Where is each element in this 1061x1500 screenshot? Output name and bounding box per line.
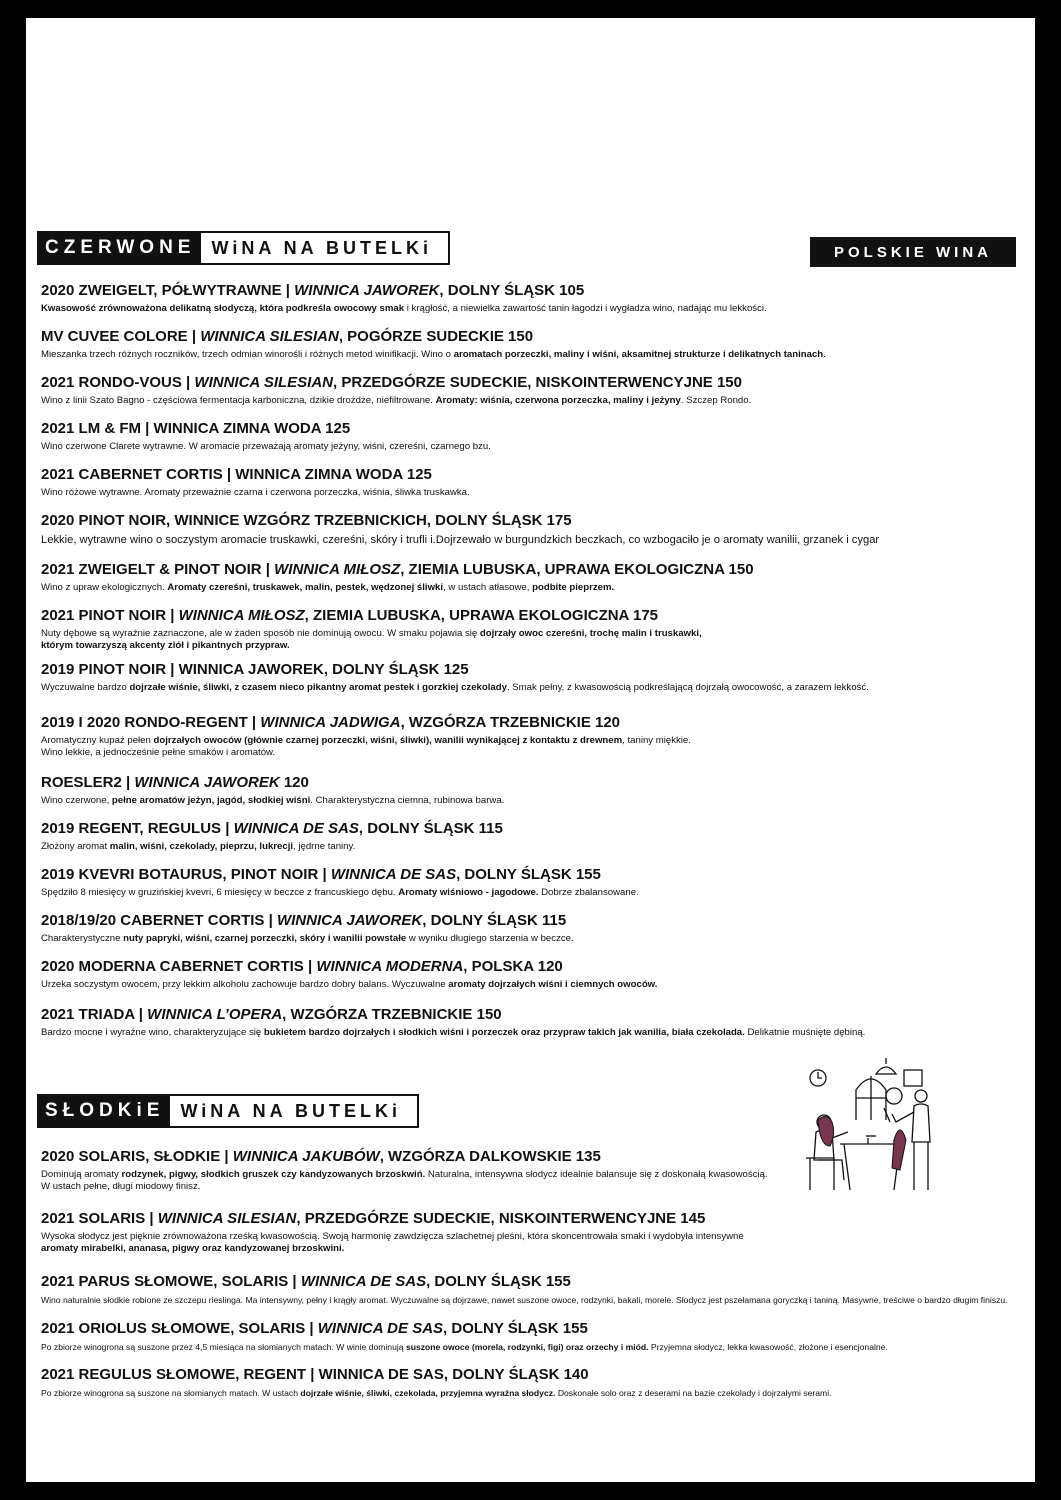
description-line [41, 349, 1031, 361]
winery-name: WINNICA DE SAS [317, 1320, 444, 1337]
description-highlight: bukietem bardzo dojrzałych i słodkich wiśni i porzeczek oraz przypraw takich jak wanilia, biała czekolada. [263, 1027, 745, 1038]
wine-title-text: , POLSKA 120 [463, 958, 563, 975]
description-line [41, 1243, 1031, 1255]
description-text: Po zbiorze winogrona są suszone przez 4,5 miesiąca na słomianych matach. W winie dominują [41, 1342, 406, 1352]
winery-name: WINNICA JAWOREK [134, 774, 280, 791]
description-text: . Szczep Rondo. [680, 395, 752, 406]
winery-name: WINNICA JAWOREK [276, 912, 423, 929]
sweet-header-label: SŁODKiE [37, 1094, 170, 1128]
winery-name: WINNICA SILESIAN [200, 328, 339, 345]
description-highlight: dojrzałe wiśnie, śliwki, z czasem nieco pikantny aromat pestek i gorzkiej czekolady [129, 682, 507, 693]
description-text: Wino czerwone Clarete wytrawne. W aromacie przeważają aromaty jeżyny, wiśni, czereśni, czarnego bzu. [41, 441, 491, 452]
wine-title [41, 561, 1031, 579]
wine-description [41, 441, 1031, 453]
wine-title-text: 2021 LM & FM | WINNICA ZIMNA WODA 125 [41, 420, 351, 437]
sweet-wine-item [41, 1273, 1031, 1306]
winery-name: WINNICA DE SAS [330, 866, 457, 883]
description-line [41, 979, 1031, 991]
wine-description [41, 979, 1031, 991]
red-wine-item [41, 774, 1031, 807]
description-line [41, 1169, 1031, 1181]
red-wine-item [41, 374, 1031, 407]
wine-title [41, 607, 1031, 625]
description-text: Wino różowe wytrawne. Aromaty przeważnie czarna i czerwona porzeczka, wiśnia, śliwka truskawka. [41, 487, 470, 498]
wine-title-text: , ZIEMIA LUBUSKA, UPRAWA EKOLOGICZNA 175 [304, 607, 659, 624]
description-text: w wyniku długiego starzenia w beczce. [406, 933, 574, 944]
wine-title-text: 2021 PARUS SŁOMOWE, SOLARIS | [41, 1273, 301, 1290]
wine-title-text: 2020 MODERNA CABERNET CORTIS | [41, 958, 317, 975]
wine-title [41, 420, 1031, 438]
description-text: Wino z upraw ekologicznych. [41, 582, 168, 593]
red-wine-item [41, 561, 1031, 594]
sweet-wines-header [37, 1094, 419, 1128]
description-text: Przyjemna słodycz, lekka kwasowość, złożone i esencjonalne. [648, 1342, 888, 1352]
winery-name: WINNICA JAWOREK [294, 282, 440, 299]
wine-title-text: 2021 ZWEIGELT & PINOT NOIR | [41, 561, 275, 578]
description-text: Wino naturalnie słodkie robione ze szczepu rieslinga. Ma intensywny, pełny i krągły aromat. Wyczuwalne są dojrzawe, nawet suszone owoce, rodzynki, bakali, morele. Słodycz jest pszełamana goryczką i taniną. Masywne, treściwe o bardzo długim finiszu. [41, 1295, 1008, 1305]
wine-title-text: 2021 PINOT NOIR | [41, 607, 179, 624]
description-text: Aromatyczny kupaż pełen [41, 735, 154, 746]
red-wine-item [41, 512, 1031, 547]
wine-title-text: , PRZEDGÓRZE SUDECKIE, NISKOINTERWENCYJNE 150 [333, 374, 742, 391]
description-text: Wysoka słodycz jest pięknie zrównoważona rześką kwasowością. Swoją harmonię zawdzięcza szlachetnej pleśni, która skoncentrowała smaki i wydobyła intensywne [41, 1231, 744, 1242]
winery-name: WINNICA JADWIGA [260, 714, 401, 731]
sweet-wine-item [41, 1148, 1031, 1193]
wine-description [41, 841, 1031, 853]
red-wines-header [37, 231, 450, 265]
wine-title [41, 1366, 1031, 1384]
description-text: , jędrne taniny. [293, 841, 356, 852]
description-highlight: pełne aromatów jeżyn, jagód, słodkiej wiśni [111, 795, 311, 806]
description-highlight: dojrzały owoc czereśni, trochę malin i truskawki, [479, 628, 702, 639]
description-text: Bardzo mocne i wyraźne wino, charakteryzujące się [41, 1027, 264, 1038]
description-highlight: aromaty mirabelki, ananasa, pigwy oraz kandyzowanej brzoskwini. [41, 1243, 345, 1254]
wine-description [41, 487, 1031, 499]
wine-title [41, 466, 1031, 484]
winery-name: WINNICA SILESIAN [194, 374, 334, 391]
wine-title-text: , ZIEMIA LUBUSKA, UPRAWA EKOLOGICZNA 150 [400, 561, 754, 578]
description-text: Wyczuwalne bardzo [41, 682, 130, 693]
red-wine-item [41, 866, 1031, 899]
wine-title-text: , POGÓRZE SUDECKIE 150 [338, 328, 534, 345]
description-text: Delikatnie muśnięte dębiną. [744, 1027, 866, 1038]
description-text: Mieszanka trzech różnych roczników, trzech odmian winorośli i różnych metod winifikacji. Wino o [41, 349, 454, 360]
red-wine-item [41, 328, 1031, 361]
wine-description [41, 1341, 1031, 1353]
wine-description [41, 303, 1031, 315]
description-line [41, 1027, 1031, 1039]
wine-description [41, 1231, 1031, 1255]
wine-title [41, 1006, 1031, 1024]
description-highlight: dojrzałe wiśnie, śliwki, czekolada, przyjemna wyraźna słodycz. [300, 1388, 556, 1398]
wine-title-text: 2020 SOLARIS, SŁODKIE | [41, 1148, 233, 1165]
description-highlight: malin, wiśni, czekolady, pieprzu, lukrecji [109, 841, 294, 852]
wine-title [41, 328, 1031, 346]
description-line [41, 682, 1031, 694]
wine-title-text: , DOLNY ŚLĄSK 155 [426, 1273, 571, 1290]
wine-title-text: 2019 KVEVRI BOTAURUS, PINOT NOIR | [41, 866, 331, 883]
wine-title [41, 820, 1031, 838]
wine-title [41, 282, 1031, 300]
wine-description [41, 1169, 1031, 1193]
description-line [41, 887, 1031, 899]
description-line [41, 628, 1031, 640]
wine-title-text: ROESLER2 | [41, 774, 135, 791]
description-text: W ustach pełne, długi miodowy finisz. [41, 1181, 201, 1192]
description-line [41, 1387, 1031, 1399]
wine-title-text: , DOLNY ŚLĄSK 155 [456, 866, 601, 883]
description-text: Lekkie, wytrawne wino o soczystym aromacie truskawki, czereśni, skóry i trufli i.Dojrzewało w burgundzkich beczkach, co wzbogaciło je o aromaty wanilii, grzanek i cygar [41, 534, 880, 546]
wine-title-text: 2020 ZWEIGELT, PÓŁWYTRAWNE | [41, 282, 295, 299]
description-highlight: którym towarzyszą akcenty ziół i pikantnych przypraw. [41, 640, 290, 651]
description-text: Wino z linii Szato Bagno - częściowa fermentacja karboniczna, dzikie drożdże, niefiltrowane. [41, 395, 436, 406]
wine-title-text: 2021 REGULUS SŁOMOWE, REGENT | WINNICA DE SAS, DOLNY ŚLĄSK 140 [41, 1366, 589, 1383]
description-line [41, 640, 1031, 652]
description-line [41, 747, 1031, 759]
winery-name: WINNICA JAKUBÓW [232, 1148, 380, 1165]
description-line [41, 933, 1031, 945]
wine-title [41, 512, 1031, 530]
wine-description [41, 682, 1031, 694]
wine-title-text: , DOLNY ŚLĄSK 155 [443, 1320, 588, 1337]
description-highlight: aromaty dojrzałych wiśni i ciemnych owoców. [448, 979, 658, 990]
description-highlight: nuty papryki, wiśni, czarnej porzeczki, skóry i wanilii powstałe [123, 933, 407, 944]
wine-description [41, 795, 1031, 807]
wine-description [41, 933, 1031, 945]
description-text: Naturalna, intensywna słodycz idealnie balansuje się z doskonałą kwasowością. [425, 1169, 768, 1180]
red-wine-item [41, 282, 1031, 315]
wine-description [41, 1027, 1031, 1039]
wine-title [41, 1273, 1031, 1291]
wine-title [41, 1210, 1031, 1228]
wine-title-text: 2021 SOLARIS | [41, 1210, 158, 1227]
wine-description [41, 1387, 1031, 1399]
wine-description [41, 349, 1031, 361]
wine-title-text: , DOLNY ŚLĄSK 115 [422, 912, 567, 929]
wine-title [41, 958, 1031, 976]
red-header-label: CZERWONE [37, 231, 201, 265]
wine-title-text: 2019 I 2020 RONDO-REGENT | [41, 714, 261, 731]
wine-title [41, 1320, 1031, 1338]
description-highlight: Aromaty wiśniowo - jagodowe. [398, 887, 539, 898]
description-text: Dominują aromaty [41, 1169, 122, 1180]
description-highlight: Aromaty: wiśnia, czerwona porzeczka, maliny i jeżyny [435, 395, 681, 406]
winery-name: WINNICA DE SAS [233, 820, 359, 837]
wine-title-text: 2019 REGENT, REGULUS | [41, 820, 234, 837]
wine-title [41, 661, 1031, 679]
wine-title-text: 2021 CABERNET CORTIS | WINNICA ZIMNA WODA 125 [41, 466, 432, 483]
wine-title-text: , WZGÓRZA TRZEBNICKIE 150 [282, 1006, 502, 1023]
description-text: , w ustach atłasowe, [443, 582, 533, 593]
wine-title-text: 2021 RONDO-VOUS | [41, 374, 195, 391]
description-line [41, 795, 1031, 807]
wine-title-text: , DOLNY ŚLĄSK 105 [439, 282, 585, 299]
wine-description [41, 628, 1031, 652]
description-highlight: rodzynek, pigwy, słodkich gruszek czy kandyzowanych brzoskwiń. [121, 1169, 426, 1180]
red-wine-item [41, 714, 1031, 759]
description-highlight: Kwasowość zrównoważona delikatną słodyczą, która podkreśla owocowy smak [41, 303, 405, 314]
description-text: . [823, 349, 826, 360]
description-text: Wino czerwone, [41, 795, 112, 806]
winery-name: WINNICA SILESIAN [157, 1210, 297, 1227]
description-text: . Smak pełny, z kwasowością podkreślającą dojrzałą owocowość, a zarazem lekkość. [506, 682, 869, 693]
wine-title-text: 2019 PINOT NOIR | WINNICA JAWOREK, DOLNY ŚLĄSK 125 [41, 661, 469, 678]
wine-title-text: , PRZEDGÓRZE SUDECKIE, NISKOINTERWENCYJNE 145 [296, 1210, 706, 1227]
red-wine-item [41, 661, 1031, 694]
polish-wines-badge: POLSKIE WINA [810, 237, 1016, 267]
description-line [41, 441, 1031, 453]
red-header-suffix: WiNA NA BUTELKi [201, 231, 450, 265]
description-line [41, 1231, 1031, 1243]
description-line [41, 841, 1031, 853]
sweet-wine-item [41, 1320, 1031, 1353]
wine-title [41, 912, 1031, 930]
wine-description [41, 533, 1031, 547]
red-wine-item [41, 958, 1031, 991]
description-text: Nuty dębowe są wyraźnie zaznaczone, ale w żaden sposób nie dominują owocu. W smaku pojawia się [41, 628, 480, 639]
wine-title-text: 2018/19/20 CABERNET CORTIS | [41, 912, 277, 929]
description-text: Spędziło 8 miesięcy w gruzińskiej kvevri, 6 miesięcy w beczce z francuskiego dębu. [41, 887, 399, 898]
red-wine-item [41, 420, 1031, 453]
description-text: Doskonałe solo oraz z deserami na bazie czekolady i dojrzałymi serami. [555, 1388, 832, 1398]
description-text: Charakterystyczne [41, 933, 124, 944]
wine-title-text: 120 [279, 774, 309, 791]
description-line [41, 533, 1031, 547]
description-line [41, 1181, 1031, 1193]
wine-title [41, 866, 1031, 884]
red-wine-item [41, 912, 1031, 945]
description-text: . Charakterystyczna ciemna, rubinowa barwa. [310, 795, 505, 806]
description-highlight: suszone owoce (morela, rodzynki, figi) oraz orzechy i miód. [405, 1342, 649, 1352]
wine-description [41, 582, 1031, 594]
winery-name: WINNICA MIŁOSZ [274, 561, 401, 578]
red-wine-item [41, 1006, 1031, 1039]
red-wine-item [41, 466, 1031, 499]
sweet-wine-item [41, 1210, 1031, 1255]
description-text: Urzeka soczystym owocem, przy lekkim alkoholu zachowuje bardzo dobry balans. Wyczuwalne [41, 979, 449, 990]
description-highlight: Aromaty czereśni, truskawek, malin, pestek, wędzonej śliwki [167, 582, 444, 593]
winery-name: WINNICA DE SAS [300, 1273, 427, 1290]
description-line [41, 303, 1031, 315]
description-text: i krągłość, a niewielka zawartość tanin łagodzi i wygładza wino, nadając mu lekkości. [404, 303, 767, 314]
wine-description [41, 1294, 1031, 1306]
wine-title-text: 2021 ORIOLUS SŁOMOWE, SOLARIS | [41, 1320, 318, 1337]
menu-page [26, 18, 1035, 1482]
wine-title-text: 2021 TRIADA | [41, 1006, 148, 1023]
description-line [41, 1341, 1031, 1353]
wine-title-text: , WZGÓRZA DALKOWSKIE 135 [379, 1148, 601, 1165]
description-line [41, 582, 1031, 594]
wine-title-text: MV CUVEE COLORE | [41, 328, 201, 345]
description-highlight: podbite pieprzem. [532, 582, 615, 593]
description-text: Po zbiorze winogrona są suszone na słomianych matach. W ustach [41, 1388, 301, 1398]
description-highlight: aromatach porzeczki, maliny i wiśni, aksamitnej strukturze i delikatnych taninach [453, 349, 824, 360]
description-text: Wino lekkie, a jednocześnie pełne smaków i aromatów. [41, 747, 276, 758]
description-text: , taniny miękkie. [622, 735, 691, 746]
wine-description [41, 887, 1031, 899]
wine-title [41, 714, 1031, 732]
winery-name: WINNICA MODERNA [316, 958, 464, 975]
winery-name: WINNICA MIŁOSZ [178, 607, 305, 624]
sweet-wine-item [41, 1366, 1031, 1399]
description-highlight: dojrzałych owoców (głównie czarnej porzeczki, wiśni, śliwki), wanilii wynikającej z kontaktu z drewnem [153, 735, 623, 746]
description-text: Złożony aromat [41, 841, 110, 852]
wine-description [41, 735, 1031, 759]
red-wine-item [41, 820, 1031, 853]
description-line [41, 395, 1031, 407]
red-wine-item [41, 607, 1031, 652]
description-line [41, 735, 1031, 747]
description-text: Dobrze zbalansowane. [538, 887, 639, 898]
wine-description [41, 395, 1031, 407]
sweet-header-suffix: WiNA NA BUTELKi [170, 1094, 419, 1128]
wine-title [41, 774, 1031, 792]
wine-title [41, 374, 1031, 392]
wine-title-text: , DOLNY ŚLĄSK 115 [358, 820, 503, 837]
description-line [41, 1294, 1031, 1306]
wine-title [41, 1148, 1031, 1166]
wine-title-text: 2020 PINOT NOIR, WINNICE WZGÓRZ TRZEBNICKICH, DOLNY ŚLĄSK 175 [41, 512, 572, 529]
winery-name: WINNICA L’OPERA [147, 1006, 283, 1023]
description-line [41, 487, 1031, 499]
wine-title-text: , WZGÓRZA TRZEBNICKIE 120 [400, 714, 621, 731]
